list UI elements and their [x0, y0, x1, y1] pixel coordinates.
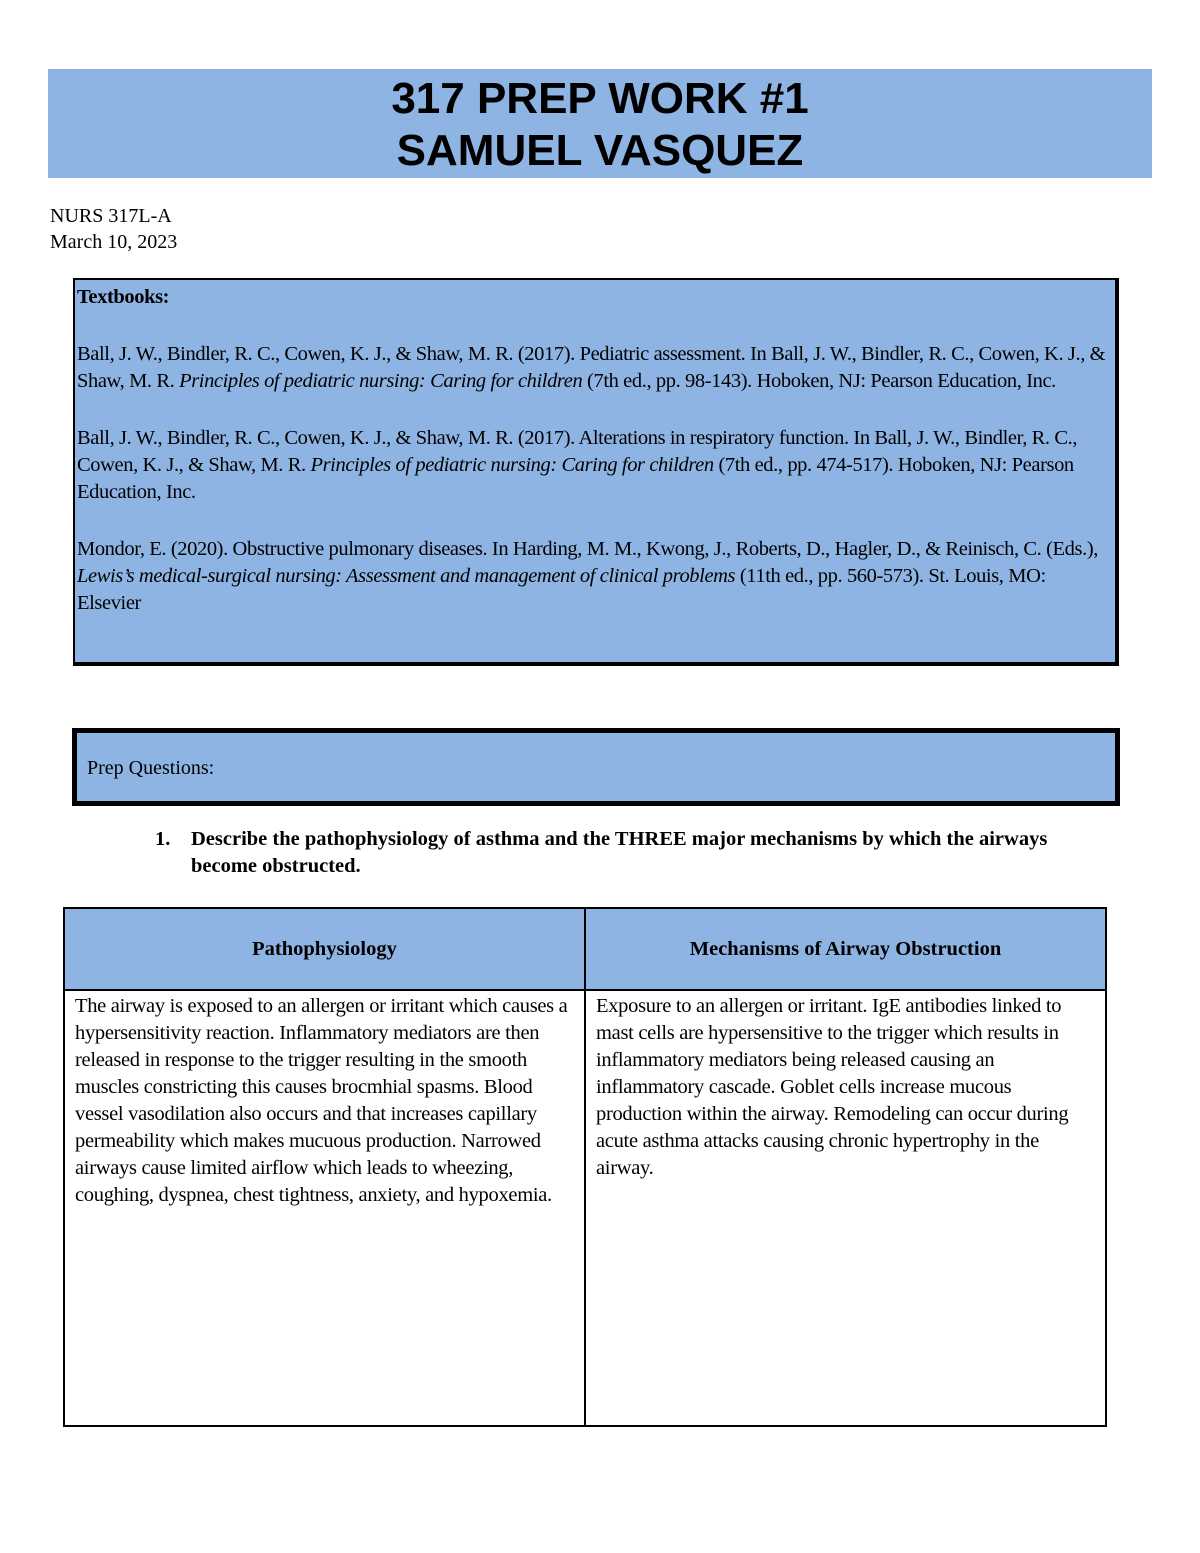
mechanisms-answer[interactable]: Exposure to an allergen or irritant. IgE antibodies linked to mast cells are hypersensitive to the trigger which results in inflammatory mediators being released causing an inflammatory cascade. Goblet cells increase mucous production within the airway. Remodeling can occur during acute asthma attacks causing chronic hypertrophy in the airway.	[585, 990, 1106, 1426]
pathophysiology-answer[interactable]: The airway is exposed to an allergen or irritant which causes a hypersensitivity reaction. Inflammatory mediators are then released in response to the trigger resulting in the smooth muscles constricting this causes brocmhial spasms. Blood vessel vasodilation also occurs and that increases capillary permeability which makes mucuous production. Narrowed airways cause limited airflow which leads to wheezing, coughing, dyspnea, chest tightness, anxiety, and hypoxemia.	[64, 990, 585, 1426]
question-number: 1.	[155, 828, 171, 850]
column-header-mechanisms: Mechanisms of Airway Obstruction	[585, 908, 1106, 990]
course-info	[50, 203, 177, 255]
question-text: Describe the pathophysiology of asthma and the THREE major mechanisms by which the airways become obstructed.	[191, 828, 1048, 877]
prep-questions-label: Prep Questions:	[87, 757, 215, 779]
table-row	[64, 990, 1106, 1426]
textbooks-box	[73, 278, 1119, 666]
reference-item: Ball, J. W., Bindler, R. C., Cowen, K. J., & Shaw, M. R. (2017). Alterations in respiratory function. In Ball, J. W., Bindler, R. C., Cowen, K. J., & Shaw, M. R. Principles of pediatric nursing: Caring for children (7th ed., pp. 474-517). Hoboken, NJ: Pearson Education, Inc.	[77, 427, 1078, 503]
document-title: 317 PREP WORK #1	[391, 74, 809, 123]
prep-questions-box	[72, 728, 1120, 806]
answer-table	[63, 907, 1107, 1427]
column-header-pathophysiology: Pathophysiology	[64, 908, 585, 990]
textbooks-heading: Textbooks:	[77, 286, 170, 308]
document-title-banner	[48, 69, 1152, 178]
document-date: March 10, 2023	[50, 231, 178, 253]
reference-item: Mondor, E. (2020). Obstructive pulmonary diseases. In Harding, M. M., Kwong, J., Roberts, D., Hagler, D., & Reinisch, C. (Eds.), Lewis’s medical-surgical nursing: Assessment and management of clinical problems (11th ed., pp. 560-573). St. Louis, MO: Elsevier	[77, 538, 1098, 614]
question-1	[155, 826, 1115, 880]
reference-item: Ball, J. W., Bindler, R. C., Cowen, K. J., & Shaw, M. R. (2017). Pediatric assessment. In Ball, J. W., Bindler, R. C., Cowen, K. J., & Shaw, M. R. Principles of pediatric nursing: Caring for children (7th ed., pp. 98-143). Hoboken, NJ: Pearson Education, Inc.	[77, 343, 1106, 392]
author-name: SAMUEL VASQUEZ	[396, 126, 804, 175]
course-code: NURS 317L-A	[50, 205, 172, 227]
